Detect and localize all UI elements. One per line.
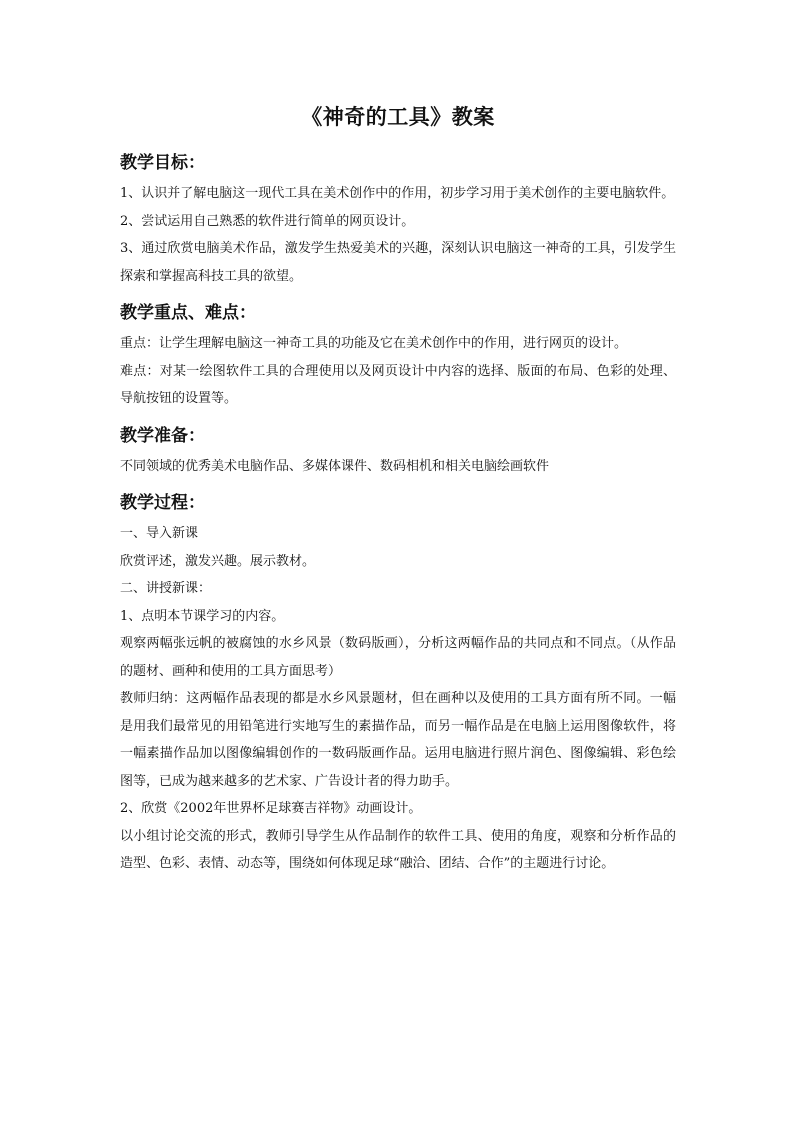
section-heading-key-points: 教学重点、难点：: [120, 303, 256, 323]
document-body: [120, 100, 676, 878]
process-step: 2、欣赏《2002年世界杯足球赛吉祥物》动画设计。: [120, 801, 422, 816]
process-paragraph: 观察两幅张远帆的被腐蚀的水乡风景（数码版画），分析这两幅作品的共同点和不同点。（从作品的题材、画种和使用的工具方面思考）: [120, 636, 676, 679]
section-heading-process: 教学过程：: [120, 493, 205, 513]
process-step: 二、讲授新课：: [120, 581, 212, 596]
difficulty-paragraph: 难点：对某一绘图软件工具的合理使用以及网页设计中内容的选择、版面的布局、色彩的处理、导航按钮的设置等。: [120, 363, 676, 406]
preparation-paragraph: 不同领域的优秀美术电脑作品、多媒体课件、数码相机和相关电脑绘画软件: [120, 458, 550, 474]
objective-item: 3、通过欣赏电脑美术作品，激发学生热爱美术的兴趣，深刻认识电脑这一神奇的工具，引发学生探索和掌握高科技工具的欲望。: [120, 241, 676, 284]
process-step: 1、点明本节课学习的内容。: [120, 608, 285, 624]
process-step: 一、导入新课: [120, 526, 199, 541]
process-paragraph: 欣赏评述，激发兴趣。展示教材。: [120, 553, 316, 569]
document-title: 《神奇的工具》教案: [301, 104, 495, 129]
objective-item: 2、尝试运用自己熟悉的软件进行简单的网页设计。: [120, 213, 415, 229]
section-heading-objectives: 教学目标：: [120, 153, 205, 173]
process-paragraph: 以小组讨论交流的形式，教师引导学生从作品制作的软件工具、使用的角度，观察和分析作品的造型、色彩、表情、动态等，围绕如何体现足球“融洽、团结、合作”的主题进行讨论。: [120, 828, 676, 871]
process-paragraph: 教师归纳：这两幅作品表现的都是水乡风景题材，但在画种以及使用的工具方面有所不同。一幅是用我们最常见的用铅笔进行实地写生的素描作品，而另一幅作品是在电脑上运用图像软件，将一幅素描作品加以图像编辑创作的一数码版画作品。运用电脑进行照片润色、图像编辑、彩色绘图等，已成为越来越多的艺术家、广告设计者的得力助手。: [120, 691, 676, 789]
section-heading-preparation: 教学准备：: [120, 425, 205, 446]
key-point-paragraph: 重点：让学生理解电脑这一神奇工具的功能及它在美术创作中的作用，进行网页的设计。: [120, 336, 628, 351]
objective-item: 1、认识并了解电脑这一现代工具在美术创作中的作用，初步学习用于美术创作的主要电脑软件。: [120, 186, 675, 201]
